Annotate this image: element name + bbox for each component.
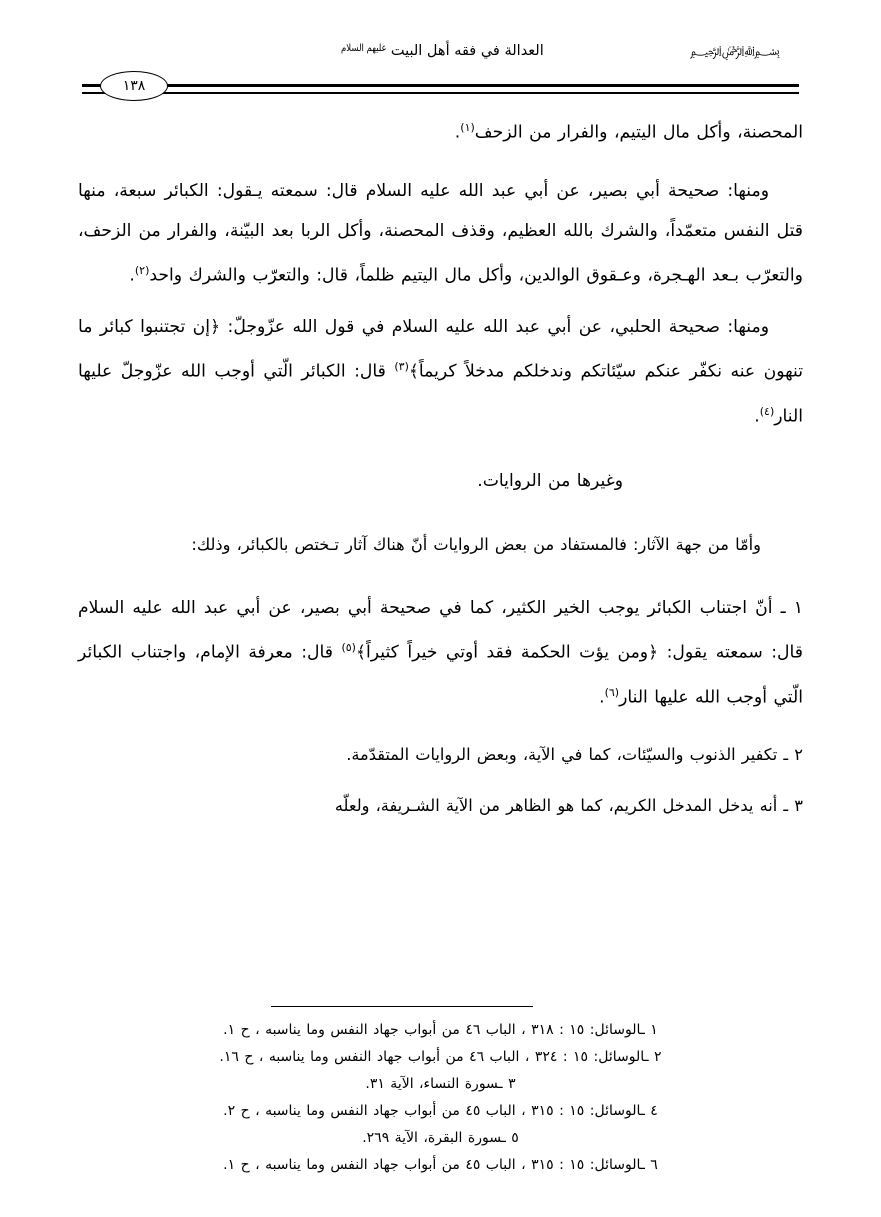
spacer bbox=[78, 776, 803, 786]
footnote-item bbox=[78, 1125, 803, 1152]
paragraph-1-tail: . bbox=[454, 122, 461, 143]
footnote-item bbox=[78, 1044, 803, 1071]
paragraph-2 bbox=[78, 171, 803, 296]
footnote-text: الوسائل: ١٥ : ٣١٨ ، الباب ٤٦ من أبواب جهاد النفس وما يناسبه ، ح ١. bbox=[223, 1022, 641, 1038]
paragraph-3-tail: . bbox=[754, 406, 760, 427]
footnote-ref-1[interactable]: (١) bbox=[460, 121, 475, 134]
spacer bbox=[78, 439, 803, 461]
footnote-text: الوسائل: ١٥ : ٣١٥ ، الباب ٤٥ من أبواب جهاد النفس وما يناسبه ، ح ٢. bbox=[223, 1103, 641, 1119]
footnote-marker: ٣ ـ bbox=[498, 1076, 516, 1092]
paragraph-6-tail: . bbox=[599, 687, 605, 708]
footnote-item bbox=[78, 1017, 803, 1044]
paragraph-1 bbox=[78, 108, 803, 153]
paragraph-7: ٢ ـ تكفير الذنوب والسيّئات، كما في الآية، وبعض الروايات المتقدّمة. bbox=[346, 745, 803, 765]
footnote-text: الوسائل: ١٥ : ٣٢٤ ، الباب ٤٦ من أبواب جهاد النفس وما يناسبه ، ح ١٦. bbox=[219, 1049, 645, 1065]
paragraph-1-text: المحصنة، وأكل مال اليتيم، والفرار من الزحف bbox=[474, 122, 803, 143]
header-rules bbox=[82, 78, 799, 98]
honorific-icon: عليهم السلام bbox=[341, 43, 387, 54]
paragraph-3-second: قال: الكبائر الّتي أوجب الله عزّوجلّ عليها النار bbox=[78, 362, 803, 427]
paragraph-8: ٣ ـ أنه يدخل المدخل الكريم، كما هو الظاهر من الآية الشـريفة، ولعلّه bbox=[334, 796, 803, 816]
footnote-ref-6[interactable]: (٦) bbox=[604, 685, 620, 699]
footnote-separator bbox=[271, 1006, 533, 1007]
rule-thick bbox=[82, 84, 799, 87]
footnote-ref-5[interactable]: (٥) bbox=[341, 640, 356, 654]
footnote-ref-2[interactable]: (٢) bbox=[134, 263, 150, 277]
rule-thin bbox=[82, 92, 799, 94]
spacer bbox=[78, 503, 803, 525]
paragraph-2-text: ومنها: صحيحة أبي بصير، عن أبي عبد الله عليه السلام قال: سمعته يـقول: الكبائر سبعة، منها قتل النفس متعمّداً، والشرك بالله العظيم، وقذف المحصنة، وأكل الربا بعد البيّنة، والفرار من الزحف، والتعرّب بـعد الهـجرة، وعـقوق الوالدين، وأكل مال اليتيم ظلماً، قال: والتعرّب والشرك واحد bbox=[78, 180, 803, 286]
footnote-text: سورة النساء، الآية ٣١. bbox=[365, 1076, 499, 1092]
footnote-text: سورة البقرة، الآية ٢٦٩. bbox=[362, 1130, 502, 1146]
paragraph-2-tail: . bbox=[129, 265, 135, 286]
footnote-marker: ٤ ـ bbox=[640, 1103, 658, 1119]
paragraph-3-text: ومنها: صحيحة الحلبي، عن أبي عبد الله عليه السلام في قول الله عزّوجلّ: ﴿إن تجتنبوا كبائر ما تنهون عنه نكفّر عنكم سيّئاتكم وندخلكم مدخلاً كريماً﴾ bbox=[78, 317, 804, 383]
paragraph-4: وغيرها من الروايات. bbox=[477, 470, 623, 491]
footnote-marker: ٥ ـ bbox=[501, 1130, 519, 1146]
page-body bbox=[78, 108, 803, 827]
paragraph-5: وأمّا من جهة الآثار: فالمستفاد من بعض الروايات أنّ هناك آثار تـختص بالكبائر، وذلك: bbox=[191, 534, 761, 554]
paragraph-6 bbox=[78, 588, 803, 717]
footnote-marker: ٦ ـ bbox=[640, 1157, 658, 1173]
paragraph-6-text: ١ ـ أنّ اجتناب الكبائر يوجب الخير الكثير، كما في صحيحة أبي بصير، عن أبي عبد الله عليه السلام قال: سمعته يقول: ﴿ومن يؤت الحكمة فقد أوتي خيراً كثيراً﴾ bbox=[78, 597, 803, 663]
paragraph-3 bbox=[78, 307, 803, 436]
page-emblem-icon: ﷽ bbox=[690, 44, 781, 59]
footnote-marker: ١ ـ bbox=[640, 1022, 658, 1038]
footnote-item bbox=[78, 1071, 803, 1098]
footnote-text: الوسائل: ١٥ : ٣١٥ ، الباب ٤٥ من أبواب جهاد النفس وما يناسبه ، ح ١. bbox=[223, 1157, 641, 1173]
spacer bbox=[78, 297, 803, 307]
paragraph-6-second: قال: معرفة الإمام، واجتناب الكبائر الّتي أوجب الله عليها النار bbox=[78, 642, 803, 708]
footnote-item bbox=[78, 1152, 803, 1179]
spacer bbox=[78, 566, 803, 588]
spacer bbox=[78, 155, 803, 171]
footnote-ref-3[interactable]: (٣) bbox=[394, 360, 409, 374]
footnote-marker: ٢ ـ bbox=[644, 1049, 662, 1065]
footnote-ref-4[interactable]: (٤) bbox=[759, 405, 775, 419]
footnotes-section bbox=[78, 1006, 803, 1179]
page-header bbox=[78, 40, 803, 72]
page-number: ١٣٨ bbox=[100, 71, 168, 101]
running-head-text: العدالة في فقه أهل البيت bbox=[390, 43, 544, 59]
spacer bbox=[78, 719, 803, 735]
footnote-item bbox=[78, 1098, 803, 1125]
